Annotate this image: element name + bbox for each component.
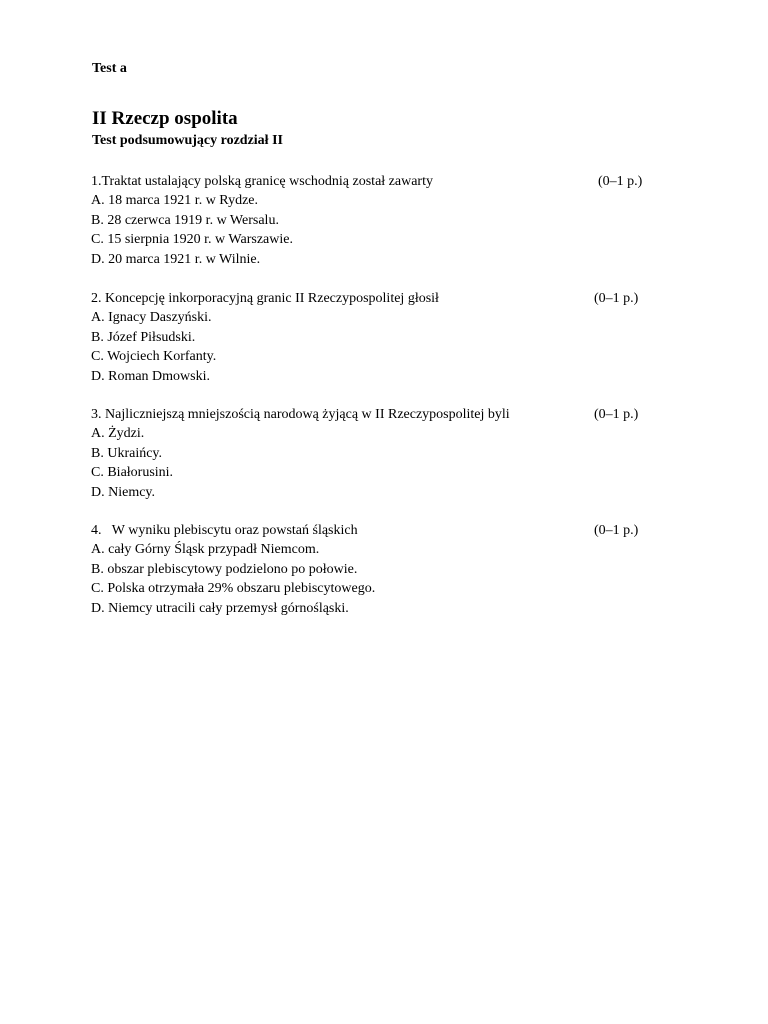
question-1 bbox=[91, 172, 691, 269]
question-2 bbox=[91, 289, 691, 386]
test-label: Test a bbox=[92, 61, 127, 76]
question-points: (0–1 p.) bbox=[598, 174, 643, 189]
answer-option-a: A. cały Górny Śląsk przypadł Niemcom. bbox=[91, 542, 320, 558]
answer-option-c: C. Białorusini. bbox=[91, 465, 174, 481]
answer-option-c: C. 15 sierpnia 1920 r. w Warszawie. bbox=[91, 232, 293, 248]
question-line bbox=[91, 289, 691, 308]
answer-option-b: B. obszar plebiscytowy podzielono po połowie. bbox=[91, 561, 358, 577]
question-3 bbox=[91, 405, 691, 502]
answer-option-d: D. Niemcy. bbox=[91, 484, 156, 500]
question-text: 4. W wyniku plebiscytu oraz powstań śląskich bbox=[91, 523, 358, 538]
page-title: II Rzeczp ospolita bbox=[92, 108, 238, 129]
answer-option-a: A. 18 marca 1921 r. w Rydze. bbox=[91, 193, 259, 209]
question-text: 3. Najliczniejszą mniejszością narodową żyjącą w II Rzeczypospolitej byli bbox=[91, 407, 510, 422]
question-line bbox=[91, 172, 691, 191]
answer-option-a: A. Ignacy Daszyński. bbox=[91, 310, 212, 326]
question-text: 2. Koncepcję inkorporacyjną granic II Rzeczypospolitej głosił bbox=[91, 291, 439, 306]
answer-option-a: A. Żydzi. bbox=[91, 426, 145, 442]
answer-option-c: C. Polska otrzymała 29% obszaru plebiscytowego. bbox=[91, 581, 376, 597]
question-text: 1.Traktat ustalający polską granicę wschodnią został zawarty bbox=[91, 174, 433, 189]
question-points: (0–1 p.) bbox=[594, 407, 639, 422]
question-4 bbox=[91, 521, 691, 618]
answer-option-d: D. 20 marca 1921 r. w Wilnie. bbox=[91, 251, 261, 267]
question-points: (0–1 p.) bbox=[594, 523, 639, 538]
question-line bbox=[91, 521, 691, 540]
page-subtitle: Test podsumowujący rozdział II bbox=[92, 133, 283, 148]
answer-option-d: D. Roman Dmowski. bbox=[91, 368, 210, 384]
answer-option-d: D. Niemcy utracili cały przemysł górnośląski. bbox=[91, 600, 349, 616]
question-line bbox=[91, 405, 691, 424]
answer-option-b: B. Józef Piłsudski. bbox=[91, 329, 196, 345]
answer-option-c: C. Wojciech Korfanty. bbox=[91, 349, 217, 365]
answer-option-b: B. Ukraińcy. bbox=[91, 445, 163, 461]
answer-option-b: B. 28 czerwca 1919 r. w Wersalu. bbox=[91, 212, 279, 228]
question-points: (0–1 p.) bbox=[594, 291, 639, 306]
